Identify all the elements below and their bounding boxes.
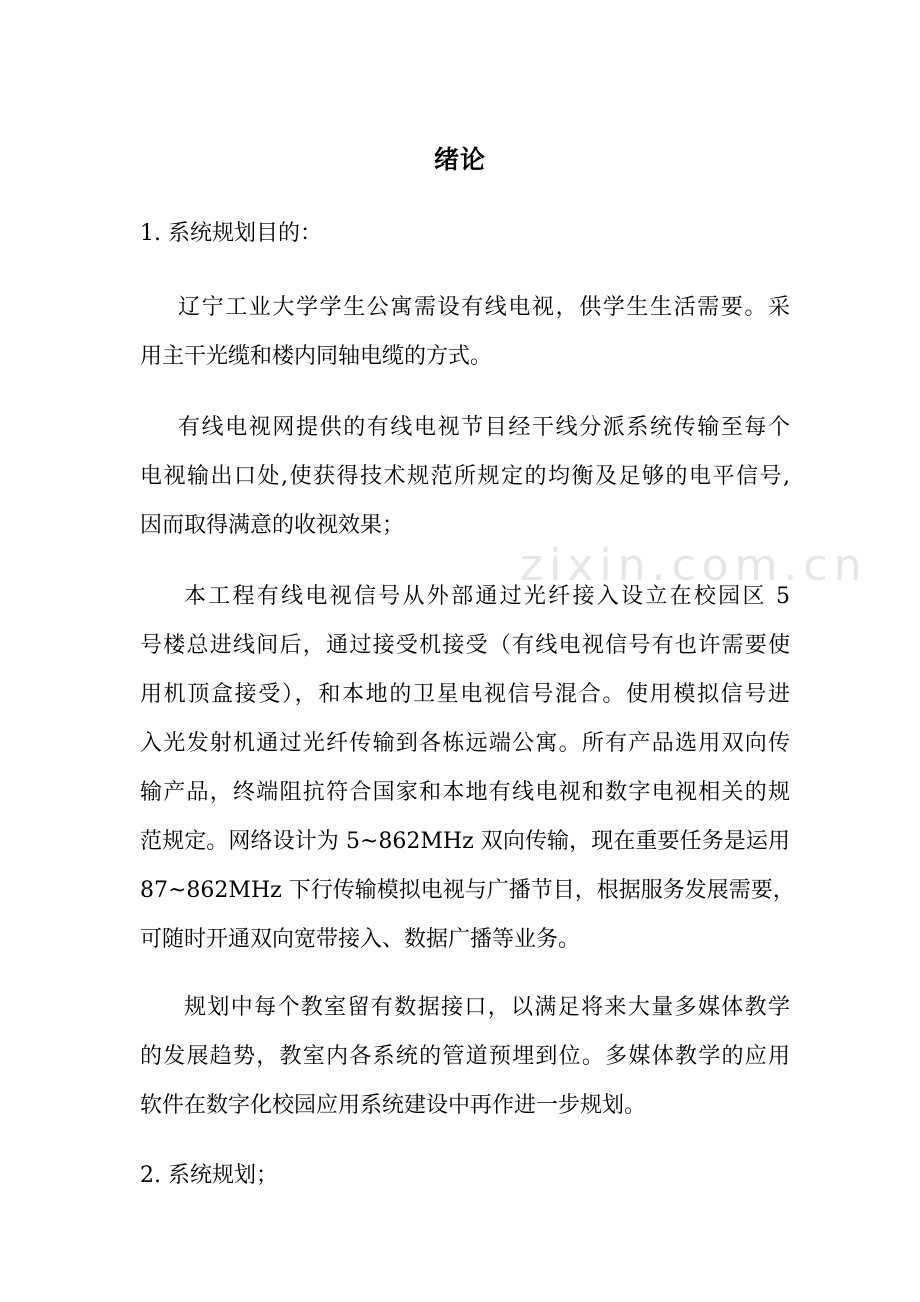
paragraph-line: 电视输出口处,使获得技术规范所规定的均衡及足够的电平信号, [140,464,790,489]
paragraph-line: 有线电视网提供的有线电视节目经干线分派系统传输至每个 [178,415,790,440]
paragraph-line: 范规定。网络设计为 5~862MHz 双向传输，现在重要任务是运用 [140,829,790,854]
page-title: 绪论 [433,145,486,174]
paragraph-line: 入光发射机通过光纤传输到各栋远端公寓。所有产品选用双向传 [140,731,790,756]
paragraph-line: 辽宁工业大学学生公寓需设有线电视，供学生生活需要。采 [178,295,790,320]
section-2-heading: 2. 系统规划； [140,1163,278,1188]
paragraph-line: 用机顶盒接受），和本地的卫星电视信号混合。使用模拟信号进 [140,682,790,707]
paragraph-2 [140,403,790,550]
section-1-heading: 1. 系统规划目的： [140,221,322,246]
paragraph-4 [140,983,790,1130]
watermark: zixin.com.cn [520,540,868,591]
paragraph-line: 号楼总进线间后，通过接受机接受（有线电视信号有也许需要使 [140,633,790,658]
paragraph-line: 规划中每个教室留有数据接口，以满足将来大量多媒体教学 [184,995,790,1020]
paragraph-line: 因而取得满意的收视效果； [140,513,405,538]
paragraph-line: 87~862MHz 下行传输模拟电视与广播节目，根据服务发展需要， [140,878,795,903]
paragraph-line: 输产品，终端阻抗符合国家和本地有线电视和数字电视相关的规 [140,780,790,805]
paragraph-3 [140,572,795,964]
paragraph-1 [140,283,790,381]
paragraph-line: 用主干光缆和楼内同轴电缆的方式。 [140,344,493,369]
paragraph-line: 可随时开通双向宽带接入、数据广播等业务。 [140,927,581,952]
paragraph-line: 的发展趋势，教室内各系统的管道预埋到位。多媒体教学的应用 [140,1044,790,1069]
paragraph-line: 本工程有线电视信号从外部通过光纤接入设立在校园区 5 [184,584,790,609]
paragraph-line: 软件在数字化校园应用系统建设中再作进一步规划。 [140,1093,647,1118]
